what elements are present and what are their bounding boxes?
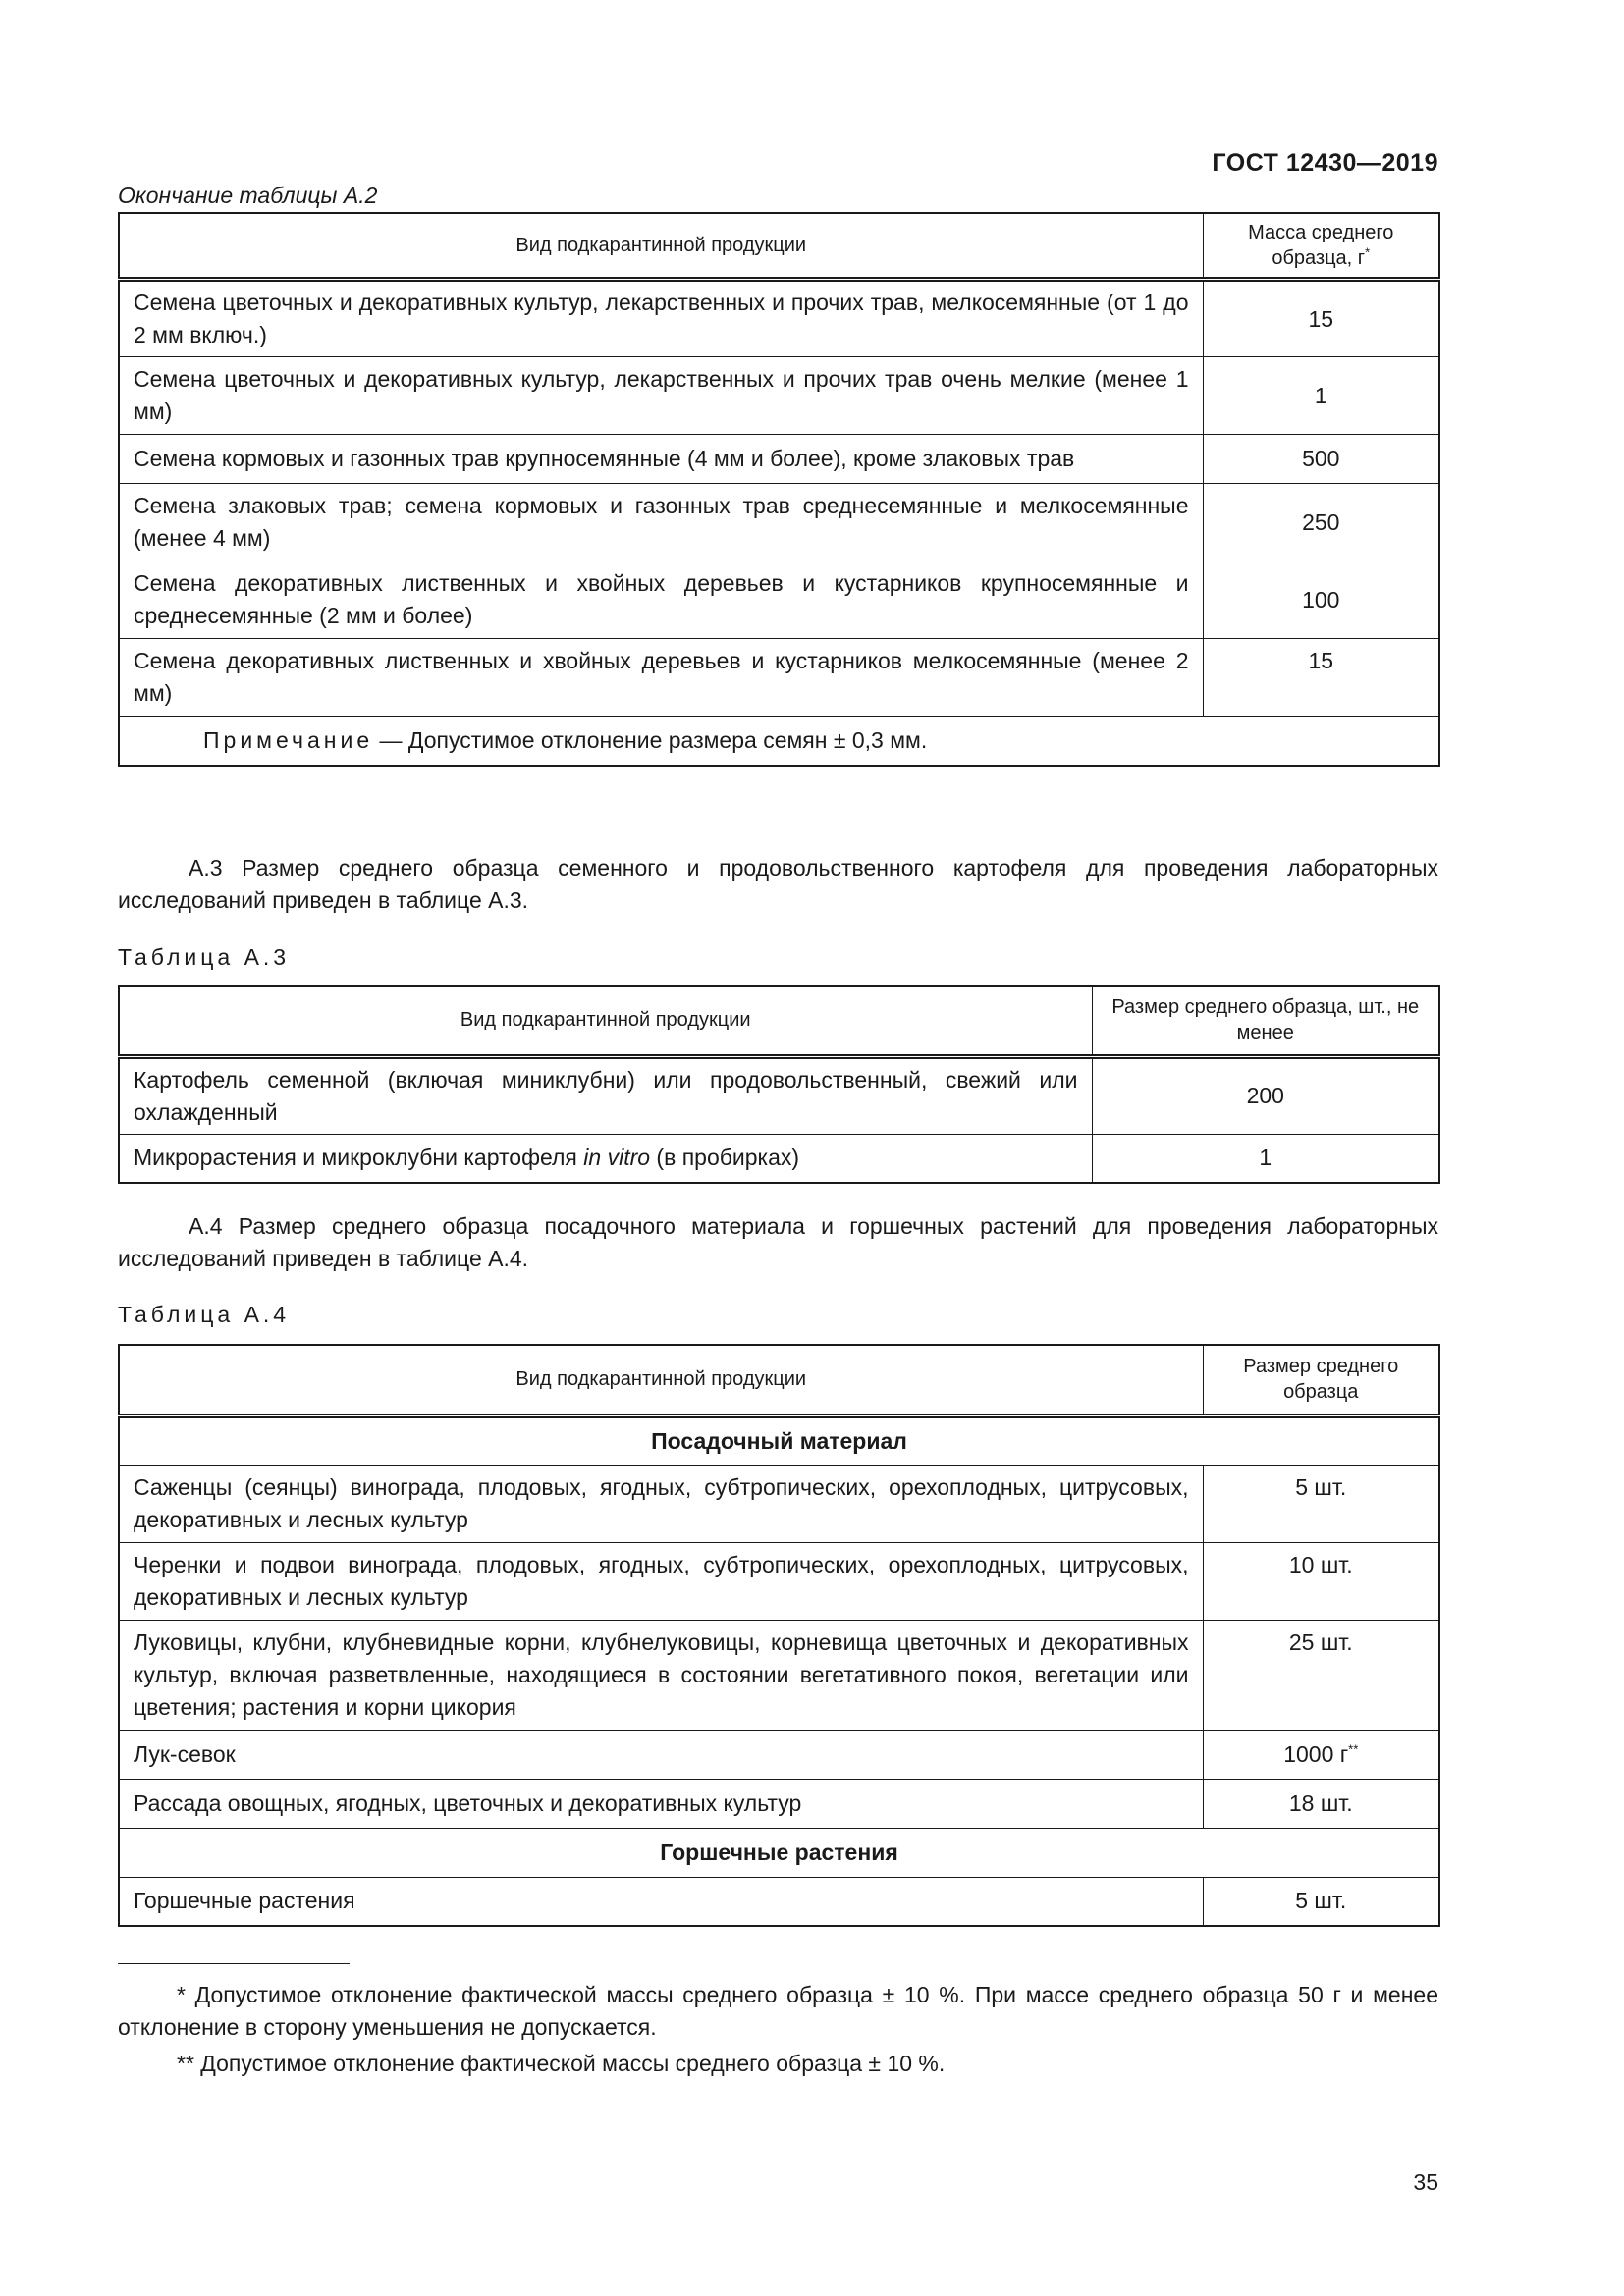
table-a4	[118, 1344, 1440, 1927]
table-a2-note: Примечание — Допустимое отклонение размера семян ± 0,3 мм.	[119, 717, 1439, 766]
table-row: Семена цветочных и декоративных культур, лекарственных и прочих трав, мелкосемянные (от 1 до 2 мм включ.) 15	[119, 280, 1439, 357]
table-row: Черенки и подвои винограда, плодовых, ягодных, субтропических, орехоплодных, цитрусовых, декоративных и лесных культур 10 шт.	[119, 1542, 1439, 1620]
table-a3-col2-header: Размер среднего образца, шт., не менее	[1092, 986, 1439, 1056]
table-row: Лук-севок 1000 г**	[119, 1730, 1439, 1779]
footnote-2: ** Допустимое отклонение фактической массы среднего образца ± 10 %.	[177, 2051, 946, 2076]
table-section-row	[119, 1828, 1439, 1877]
standard-code: ГОСТ 12430—2019	[1212, 149, 1438, 177]
table-row: Семена злаковых трав; семена кормовых и газонных трав среднесемянные и мелкосемянные (менее 4 мм) 250	[119, 484, 1439, 561]
table-row: Картофель семенной (включая миниклубни) или продовольственный, свежий или охлажденный 200	[119, 1056, 1439, 1134]
table-row: Семена цветочных и декоративных культур, лекарственных и прочих трав очень мелкие (менее 1 мм) 1	[119, 357, 1439, 435]
paragraph-a4: А.4 Размер среднего образца посадочного материала и горшечных растений для проведения лабораторных исследований приведен в таблице А.4.	[118, 1213, 1438, 1271]
table-row: Рассада овощных, ягодных, цветочных и декоративных культур 18 шт.	[119, 1779, 1439, 1828]
table-row: Горшечные растения 5 шт.	[119, 1877, 1439, 1926]
footnote-separator	[118, 1963, 350, 1964]
table-a4-col1-header: Вид подкарантинной продукции	[119, 1345, 1203, 1415]
table-row: Луковицы, клубни, клубневидные корни, клубнелуковицы, корневища цветочных и декоративных культур, включая разветвленные, находящиеся в состоянии вегетативного покоя, вегетации или цветения; растения и корни цикория 25 шт.	[119, 1620, 1439, 1730]
footnote-1: * Допустимое отклонение фактической массы среднего образца ± 10 %. При массе среднего образца 50 г и менее отклонение в сторону уменьшения не допускается.	[118, 1982, 1438, 2040]
section-potted-plants: Горшечные растения	[119, 1828, 1439, 1877]
table-a4-col2-header: Размер среднего образца	[1203, 1345, 1439, 1415]
paragraph-a3: А.3 Размер среднего образца семенного и продовольственного картофеля для проведения лабораторных исследований приведен в таблице А.3.	[118, 855, 1438, 913]
table-row: Семена декоративных лиственных и хвойных деревьев и кустарников крупносемянные и среднесемянные (2 мм и более) 100	[119, 561, 1439, 639]
table-a3	[118, 985, 1440, 1184]
table-a2-col1-header: Вид подкарантинной продукции	[119, 213, 1203, 280]
table-a3-col1-header: Вид подкарантинной продукции	[119, 986, 1092, 1056]
table-a2-caption: Окончание таблицы А.2	[118, 183, 378, 208]
table-row: Семена декоративных лиственных и хвойных деревьев и кустарников мелкосемянные (менее 2 мм) 15	[119, 639, 1439, 717]
table-a2	[118, 212, 1440, 767]
table-section-row	[119, 1415, 1439, 1465]
page-number: 35	[1413, 2169, 1438, 2195]
table-a2-col2-header: Масса среднего образца, г*	[1203, 213, 1439, 280]
table-note-row	[119, 717, 1439, 766]
table-a3-caption: Таблица А.3	[118, 944, 291, 970]
section-planting-material: Посадочный материал	[119, 1415, 1439, 1465]
table-row: Саженцы (сеянцы) винограда, плодовых, ягодных, субтропических, орехоплодных, цитрусовых, декоративных и лесных культур 5 шт.	[119, 1465, 1439, 1542]
table-row: Микрорастения и микроклубни картофеля in vitro (в пробирках) 1	[119, 1134, 1439, 1183]
table-a4-caption: Таблица А.4	[118, 1302, 291, 1327]
table-row: Семена кормовых и газонных трав крупносемянные (4 мм и более), кроме злаковых трав 500	[119, 435, 1439, 484]
